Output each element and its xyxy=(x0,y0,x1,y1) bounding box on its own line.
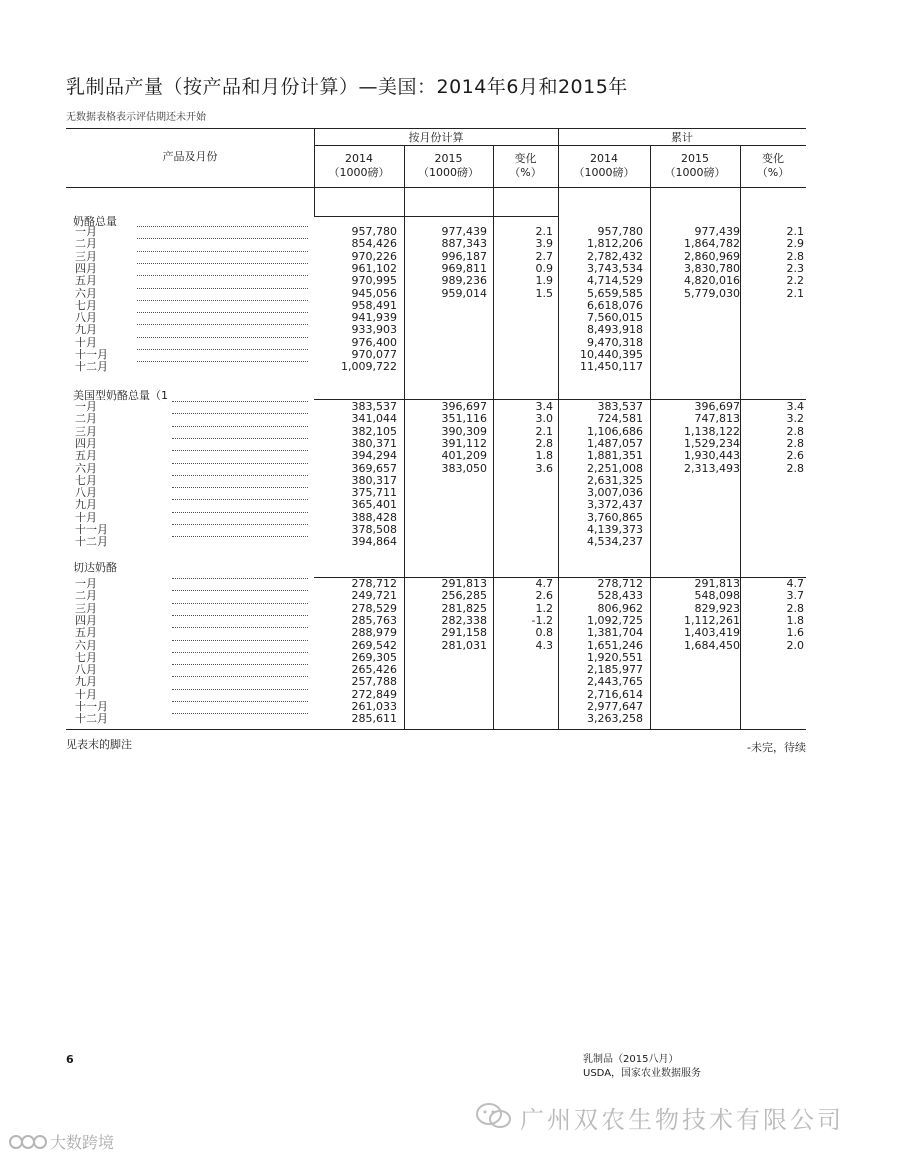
cell-month-2015: 969,811 xyxy=(441,262,487,275)
cell-cum-2014: 957,780 xyxy=(597,225,643,238)
cell-month-2014: 970,077 xyxy=(351,348,397,361)
header-product-month: 产品及月份 xyxy=(162,150,218,163)
cell-cum-2014: 3,760,865 xyxy=(587,511,643,524)
month-label: 十二月 xyxy=(75,535,108,548)
header-underline xyxy=(314,216,558,217)
cell-month-2015: 282,338 xyxy=(441,614,487,627)
cell-month-2014: 380,371 xyxy=(351,437,397,450)
cell-cum-2014: 1,881,351 xyxy=(587,449,643,462)
header-cum-2015 xyxy=(650,152,740,180)
month-label: 六月 xyxy=(75,287,97,300)
month-label: 十月 xyxy=(75,511,97,524)
cell-month-2014: 341,044 xyxy=(351,412,397,425)
leader-dots xyxy=(172,426,308,427)
table-row xyxy=(0,615,900,626)
table-row xyxy=(0,603,900,614)
cell-month-change: 2.1 xyxy=(535,425,553,438)
cell-month-2015: 396,697 xyxy=(441,400,487,413)
cell-month-change: 1.5 xyxy=(535,287,553,300)
month-label: 八月 xyxy=(75,486,97,499)
month-label: 三月 xyxy=(75,250,97,263)
table-row xyxy=(0,512,900,523)
cell-cum-2014: 4,139,373 xyxy=(587,523,643,536)
cell-cum-2015: 1,403,419 xyxy=(684,626,740,639)
cell-cum-2014: 383,537 xyxy=(597,400,643,413)
cell-month-2015: 351,116 xyxy=(441,412,487,425)
table-row xyxy=(0,536,900,547)
cell-cum-2014: 2,631,325 xyxy=(587,474,643,487)
table-row xyxy=(0,578,900,589)
cell-cum-change: 3.7 xyxy=(786,589,804,602)
table-row xyxy=(0,226,900,237)
cell-cum-2014: 6,618,076 xyxy=(587,299,643,312)
table-row xyxy=(0,487,900,498)
leader-dots xyxy=(172,689,308,690)
wechat-icon xyxy=(474,1101,514,1131)
cell-cum-change: 2.8 xyxy=(786,250,804,263)
header-cumulative: 累计 xyxy=(671,131,693,144)
leader-dots xyxy=(172,676,308,677)
leader-dots xyxy=(172,664,308,665)
cell-cum-2014: 1,920,551 xyxy=(587,651,643,664)
header-cum-2014 xyxy=(558,152,650,180)
leader-dots xyxy=(137,275,308,276)
cell-cum-change: 2.9 xyxy=(786,237,804,250)
cell-month-2014: 961,102 xyxy=(351,262,397,275)
table-row xyxy=(0,450,900,461)
cell-cum-change: 4.7 xyxy=(786,577,804,590)
cell-month-2015: 989,236 xyxy=(441,274,487,287)
cell-month-2015: 390,309 xyxy=(441,425,487,438)
leader-dots xyxy=(137,288,308,289)
cell-cum-2014: 2,185,977 xyxy=(587,663,643,676)
leader-dots xyxy=(172,713,308,714)
section-title: 切达奶酪 xyxy=(73,561,117,574)
cell-month-2015: 401,209 xyxy=(441,449,487,462)
leader-dots xyxy=(172,640,308,641)
leader-dots xyxy=(172,603,308,604)
month-label: 十二月 xyxy=(75,360,108,373)
cell-month-change: 3.9 xyxy=(535,237,553,250)
leader-dots xyxy=(137,337,308,338)
month-label: 二月 xyxy=(75,412,97,425)
cell-month-2014: 278,712 xyxy=(351,577,397,590)
month-label: 七月 xyxy=(75,474,97,487)
cell-month-change: 2.6 xyxy=(535,589,553,602)
cell-month-2014: 278,529 xyxy=(351,602,397,615)
leader-dots xyxy=(172,590,308,591)
table-row xyxy=(0,275,900,286)
header-pct: （%） xyxy=(756,166,790,179)
table-row xyxy=(0,349,900,360)
header-year: 2014 xyxy=(590,152,618,165)
cell-month-2014: 933,903 xyxy=(351,323,397,336)
leader-dots xyxy=(137,324,308,325)
month-label: 四月 xyxy=(75,437,97,450)
cell-cum-2015: 977,439 xyxy=(694,225,740,238)
cell-cum-change: 1.8 xyxy=(786,614,804,627)
watermark-company: 广州双农生物技术有限公司 xyxy=(520,1106,844,1134)
cell-cum-2014: 2,716,614 xyxy=(587,688,643,701)
cell-cum-2015: 5,779,030 xyxy=(684,287,740,300)
cell-month-change: 1.9 xyxy=(535,274,553,287)
month-label: 十月 xyxy=(75,688,97,701)
table-row xyxy=(0,438,900,449)
cell-month-2014: 394,864 xyxy=(351,535,397,548)
header-unit: （1000磅） xyxy=(664,166,726,179)
month-label: 一月 xyxy=(75,400,97,413)
cell-cum-2014: 10,440,395 xyxy=(580,348,643,361)
brand-logo-icon xyxy=(8,1132,48,1152)
header-unit: （1000磅） xyxy=(328,166,390,179)
cell-month-change: 3.4 xyxy=(535,400,553,413)
cell-month-2014: 970,995 xyxy=(351,274,397,287)
table-row xyxy=(0,664,900,675)
table-row xyxy=(0,701,900,712)
cell-cum-2014: 1,106,686 xyxy=(587,425,643,438)
cell-cum-change: 2.0 xyxy=(786,639,804,652)
table-row xyxy=(0,263,900,274)
cell-cum-2014: 806,962 xyxy=(597,602,643,615)
header-year: 2015 xyxy=(434,152,463,165)
header-cum-change xyxy=(740,152,806,180)
cell-month-change: 0.9 xyxy=(535,262,553,275)
table-row xyxy=(0,300,900,311)
table-row xyxy=(0,627,900,638)
cell-month-2014: 976,400 xyxy=(351,336,397,349)
leader-dots xyxy=(172,401,308,402)
month-label: 九月 xyxy=(75,323,97,336)
header-month-change xyxy=(493,152,558,180)
cell-cum-change: 2.1 xyxy=(786,287,804,300)
month-label: 十一月 xyxy=(75,348,108,361)
table-row xyxy=(0,288,900,299)
month-label: 六月 xyxy=(75,462,97,475)
leader-dots xyxy=(172,652,308,653)
cell-cum-change: 3.4 xyxy=(786,400,804,413)
cell-cum-2014: 2,782,432 xyxy=(587,250,643,263)
leader-dots xyxy=(172,475,308,476)
leader-dots xyxy=(172,578,308,579)
cell-month-2014: 285,763 xyxy=(351,614,397,627)
section-title: 奶酪总量 xyxy=(73,215,117,228)
cell-cum-2014: 1,651,246 xyxy=(587,639,643,652)
cell-cum-2015: 2,860,969 xyxy=(684,250,740,263)
month-label: 一月 xyxy=(75,225,97,238)
header-unit: （1000磅） xyxy=(573,166,635,179)
month-label: 九月 xyxy=(75,498,97,511)
table-row xyxy=(0,676,900,687)
cell-month-change: 1.2 xyxy=(535,602,553,615)
month-label: 三月 xyxy=(75,425,97,438)
cell-cum-2014: 4,534,237 xyxy=(587,535,643,548)
cell-month-2015: 291,813 xyxy=(441,577,487,590)
leader-dots xyxy=(172,413,308,414)
cell-cum-2015: 1,864,782 xyxy=(684,237,740,250)
cell-month-2015: 281,031 xyxy=(441,639,487,652)
header-change: 变化 xyxy=(514,152,537,165)
page-number: 6 xyxy=(66,1053,74,1066)
cell-month-2014: 285,611 xyxy=(351,712,397,725)
cell-cum-2015: 396,697 xyxy=(694,400,740,413)
leader-dots xyxy=(172,701,308,702)
cell-cum-2014: 3,007,036 xyxy=(587,486,643,499)
leader-dots xyxy=(137,238,308,239)
leader-dots xyxy=(172,450,308,451)
month-label: 四月 xyxy=(75,614,97,627)
cell-cum-2014: 724,581 xyxy=(597,412,643,425)
section-title: 美国型奶酪总量（1 xyxy=(73,389,168,402)
cell-month-2014: 382,105 xyxy=(351,425,397,438)
cell-cum-change: 2.6 xyxy=(786,449,804,462)
cell-cum-change: 2.8 xyxy=(786,425,804,438)
leader-dots xyxy=(172,463,308,464)
cell-cum-2014: 528,433 xyxy=(597,589,643,602)
cell-cum-2014: 7,560,015 xyxy=(587,311,643,324)
table-row xyxy=(0,652,900,663)
leader-dots xyxy=(172,536,308,537)
table-row xyxy=(0,640,900,651)
header-unit: （1000磅） xyxy=(418,166,479,179)
cell-month-change: 3.0 xyxy=(535,412,553,425)
cell-month-2014: 269,305 xyxy=(351,651,397,664)
cell-cum-2014: 3,743,534 xyxy=(587,262,643,275)
cell-cum-change: 2.8 xyxy=(786,437,804,450)
leader-dots xyxy=(137,361,308,362)
page-subtitle: 无数据表格表示评估期还未开始 xyxy=(66,112,206,123)
cell-month-2014: 369,657 xyxy=(351,462,397,475)
cell-month-2015: 383,050 xyxy=(441,462,487,475)
cell-cum-2014: 3,372,437 xyxy=(587,498,643,511)
table-row xyxy=(0,361,900,372)
cell-month-change: 0.8 xyxy=(535,626,553,639)
cell-month-2014: 378,508 xyxy=(351,523,397,536)
header-year: 2014 xyxy=(345,152,373,165)
table-row xyxy=(0,337,900,348)
cell-month-2014: 957,780 xyxy=(351,225,397,238)
cell-month-2014: 265,426 xyxy=(351,663,397,676)
header-group-rule xyxy=(314,145,806,146)
table-row xyxy=(0,312,900,323)
cell-cum-2014: 9,470,318 xyxy=(587,336,643,349)
month-label: 一月 xyxy=(75,577,97,590)
continued-note: -未完，待续 xyxy=(747,741,806,754)
table-bottom-rule xyxy=(66,729,806,730)
cell-month-2015: 391,112 xyxy=(441,437,487,450)
month-label: 八月 xyxy=(75,663,97,676)
cell-month-2014: 272,849 xyxy=(351,688,397,701)
table-row xyxy=(0,413,900,424)
cell-cum-2015: 747,813 xyxy=(694,412,740,425)
leader-dots xyxy=(172,524,308,525)
month-label: 十一月 xyxy=(75,523,108,536)
leader-dots xyxy=(172,499,308,500)
publication-title: 乳制品（2015八月） xyxy=(583,1054,679,1065)
table-row xyxy=(0,590,900,601)
month-label: 十月 xyxy=(75,336,97,349)
cell-month-2014: 1,009,722 xyxy=(341,360,397,373)
cell-cum-2015: 1,930,443 xyxy=(684,449,740,462)
header-change: 变化 xyxy=(762,152,784,165)
watermark-brand: 大数跨境 xyxy=(50,1133,115,1152)
table-row xyxy=(0,689,900,700)
leader-dots xyxy=(137,251,308,252)
table-row xyxy=(0,713,900,724)
cell-cum-change: 2.8 xyxy=(786,602,804,615)
leader-dots xyxy=(137,312,308,313)
month-label: 六月 xyxy=(75,639,97,652)
leader-dots xyxy=(137,300,308,301)
cell-month-2015: 281,825 xyxy=(441,602,487,615)
page-title: 乳制品产量（按产品和月份计算）—美国：2014年6月和2015年 xyxy=(66,76,628,98)
cell-month-2015: 256,285 xyxy=(441,589,487,602)
cell-month-change: -1.2 xyxy=(531,614,553,627)
cell-cum-2014: 8,493,918 xyxy=(587,323,643,336)
table-row xyxy=(0,251,900,262)
cell-month-change: 2.8 xyxy=(535,437,553,450)
cell-cum-2014: 3,263,258 xyxy=(587,712,643,725)
cell-cum-2014: 2,443,765 xyxy=(587,675,643,688)
publication-source: USDA，国家农业数据服务 xyxy=(583,1068,702,1079)
month-label: 七月 xyxy=(75,299,97,312)
month-label: 二月 xyxy=(75,237,97,250)
leader-dots xyxy=(172,438,308,439)
cell-cum-2014: 1,487,057 xyxy=(587,437,643,450)
month-label: 十一月 xyxy=(75,700,108,713)
cell-month-2014: 269,542 xyxy=(351,639,397,652)
cell-month-2015: 996,187 xyxy=(441,250,487,263)
header-year: 2015 xyxy=(681,152,709,165)
cell-month-change: 4.7 xyxy=(535,577,553,590)
cell-month-2014: 249,721 xyxy=(351,589,397,602)
cell-month-2014: 394,294 xyxy=(351,449,397,462)
leader-dots xyxy=(172,615,308,616)
cell-cum-2014: 5,659,585 xyxy=(587,287,643,300)
cell-cum-2014: 4,714,529 xyxy=(587,274,643,287)
cell-month-change: 2.7 xyxy=(535,250,553,263)
cell-month-change: 3.6 xyxy=(535,462,553,475)
cell-cum-2014: 1,092,725 xyxy=(587,614,643,627)
month-label: 八月 xyxy=(75,311,97,324)
cell-cum-2014: 1,812,206 xyxy=(587,237,643,250)
table-row xyxy=(0,401,900,412)
table-row xyxy=(0,324,900,335)
table-row xyxy=(0,238,900,249)
leader-dots xyxy=(172,627,308,628)
header-bottom-rule xyxy=(66,187,806,188)
cell-month-2015: 887,343 xyxy=(441,237,487,250)
cell-cum-change: 2.8 xyxy=(786,462,804,475)
cell-month-2015: 959,014 xyxy=(441,287,487,300)
cell-cum-change: 1.6 xyxy=(786,626,804,639)
cell-month-2014: 261,033 xyxy=(351,700,397,713)
cell-cum-2015: 1,112,261 xyxy=(684,614,740,627)
cell-month-2014: 941,939 xyxy=(351,311,397,324)
cell-cum-2015: 548,098 xyxy=(694,589,740,602)
cell-month-2014: 288,979 xyxy=(351,626,397,639)
leader-dots xyxy=(172,512,308,513)
cell-month-2014: 380,317 xyxy=(351,474,397,487)
cell-cum-2015: 1,138,122 xyxy=(684,425,740,438)
leader-dots xyxy=(137,349,308,350)
cell-cum-change: 2.2 xyxy=(786,274,804,287)
cell-cum-2015: 829,923 xyxy=(694,602,740,615)
cell-month-2014: 945,056 xyxy=(351,287,397,300)
month-label: 九月 xyxy=(75,675,97,688)
header-by-month: 按月份计算 xyxy=(408,131,464,144)
table-row xyxy=(0,524,900,535)
cell-month-2014: 388,428 xyxy=(351,511,397,524)
month-label: 五月 xyxy=(75,626,97,639)
header-month-2015 xyxy=(404,152,493,180)
cell-month-2014: 375,711 xyxy=(351,486,397,499)
cell-cum-2014: 1,381,704 xyxy=(587,626,643,639)
month-label: 三月 xyxy=(75,602,97,615)
cell-month-2014: 365,401 xyxy=(351,498,397,511)
footnote-reference: 见表末的脚注 xyxy=(66,738,132,751)
cell-month-2014: 257,788 xyxy=(351,675,397,688)
cell-cum-2015: 1,529,234 xyxy=(684,437,740,450)
month-label: 四月 xyxy=(75,262,97,275)
cell-cum-2014: 2,977,647 xyxy=(587,700,643,713)
header-pct: （%） xyxy=(509,166,542,179)
cell-month-change: 4.3 xyxy=(535,639,553,652)
cell-month-2014: 383,537 xyxy=(351,400,397,413)
table-row xyxy=(0,499,900,510)
header-month-2014 xyxy=(314,152,404,180)
cell-cum-2014: 2,251,008 xyxy=(587,462,643,475)
cell-month-2014: 854,426 xyxy=(351,237,397,250)
month-label: 五月 xyxy=(75,449,97,462)
cell-cum-2015: 291,813 xyxy=(694,577,740,590)
cell-cum-2015: 1,684,450 xyxy=(684,639,740,652)
cell-month-change: 1.8 xyxy=(535,449,553,462)
table-row xyxy=(0,426,900,437)
cell-cum-2014: 278,712 xyxy=(597,577,643,590)
cell-cum-2015: 4,820,016 xyxy=(684,274,740,287)
cell-cum-change: 2.1 xyxy=(786,225,804,238)
cell-month-2014: 958,491 xyxy=(351,299,397,312)
cell-month-2015: 291,158 xyxy=(441,626,487,639)
cell-month-change: 2.1 xyxy=(535,225,553,238)
leader-dots xyxy=(172,487,308,488)
month-label: 五月 xyxy=(75,274,97,287)
leader-dots xyxy=(137,226,308,227)
cell-month-2015: 977,439 xyxy=(441,225,487,238)
cell-cum-2014: 11,450,117 xyxy=(580,360,643,373)
leader-dots xyxy=(137,263,308,264)
header-top-rule xyxy=(66,128,806,129)
cell-cum-change: 2.3 xyxy=(786,262,804,275)
cell-cum-2015: 2,313,493 xyxy=(684,462,740,475)
table-row xyxy=(0,475,900,486)
cell-cum-change: 3.2 xyxy=(786,412,804,425)
month-label: 七月 xyxy=(75,651,97,664)
month-label: 十二月 xyxy=(75,712,108,725)
table-row xyxy=(0,463,900,474)
cell-cum-2015: 3,830,780 xyxy=(684,262,740,275)
cell-month-2014: 970,226 xyxy=(351,250,397,263)
month-label: 二月 xyxy=(75,589,97,602)
